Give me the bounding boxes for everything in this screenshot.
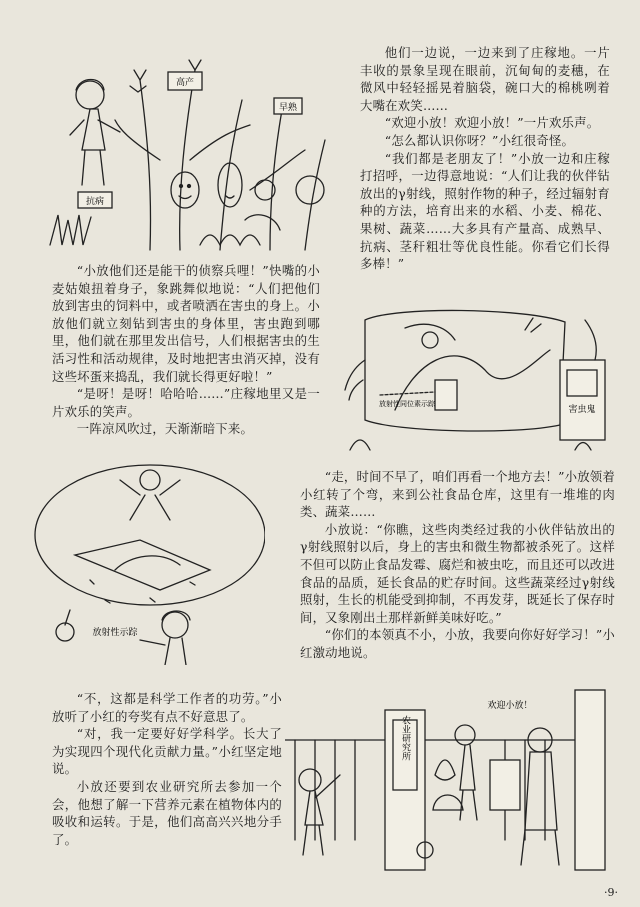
fig2-bar-label: 放射性同位素示踪	[379, 400, 435, 408]
institute-drawing	[285, 680, 615, 880]
page-number: ·9·	[604, 886, 618, 899]
fig4-speech: 欢迎小放！	[487, 701, 533, 711]
food-storage-drawing	[20, 460, 265, 665]
paragraph: “我们都是老朋友了！”小放一边和庄稼打招呼，一边得意地说：“人们让我的伙伴钻放出的γ射线，照射作物的种子，经过辐射育种的方法，培育出来的水稻、小麦、棉花、果树、蔬菜……大多具有产量高、成熟早、抗病、茎秆粗壮等优良性能。你看它们长得多棒！”	[360, 150, 610, 272]
fig2-sign-label: 害虫鬼	[568, 405, 596, 415]
text-block-middle-right	[300, 468, 615, 662]
fig1-sign1-label: 高产	[175, 78, 195, 88]
paragraph: “你们的本领真不小，小放，我要向你好好学习！”小红激动地说。	[300, 627, 615, 660]
crops-illustration	[20, 40, 350, 255]
tracking-drawing	[335, 300, 615, 455]
paragraph: “对，我一定要好好学科学。长大了为实现四个现代化贡献力量。”小红坚定地说。	[52, 726, 282, 777]
paragraph: “不，这都是科学工作者的功劳。”小放听了小红的夸奖有点不好意思了。	[52, 691, 282, 724]
fig1-sign2-label: 早熟	[278, 103, 298, 113]
paragraph: “走，时间不早了，咱们再看一个地方去！”小放领着小红转了个弯，来到公社食品仓库，这里有一堆堆的肉类、蔬菜……	[300, 469, 615, 520]
institute-illustration	[285, 680, 615, 880]
paragraph: “小放他们还是能干的侦察兵哩！”快嘴的小麦姑娘扭着身子，象跳舞似地说：“人们把他们放到害虫的饲料中，或者喷洒在害虫的身上。小放他们就立刻钻到害虫的身体里，害虫跑到哪里，他们就在那里发出信号，人们根据害虫的生活习性和活动规律，及时地把害虫消灭掉，没有这些坏蛋来捣乱，我们就长得更好啦！”	[52, 263, 320, 384]
crops-drawing	[20, 40, 350, 255]
fig1-sign3-label: 抗病	[85, 197, 105, 207]
text-block-top-left	[52, 262, 320, 438]
paragraph: “怎么都认识你呀？”小红很奇怪。	[384, 132, 575, 148]
paragraph: 小放还要到农业研究所去参加一个会，他想了解一下营养元素在植物体内的吸收和运转。于是，他们高高兴兴地分手了。	[52, 778, 282, 847]
paragraph: 小放说：“你瞧，这些肉类经过我的小伙伴钻放出的γ射线照射以后，身上的害虫和微生物都被杀死了。这样不但可以防止食品发霉、腐烂和被虫吃，而且还可以改进食品的品质，延长食品的贮存时间。这些蔬菜经过γ射线照射，生长的机能受到抑制，不再发芽，既延长了保存时间，又象刚出土那样新鲜美味好吃。”	[300, 521, 615, 625]
paragraph: “是呀！是呀！哈哈哈……”庄稼地里又是一片欢乐的笑声。	[52, 386, 320, 419]
paragraph: “欢迎小放！欢迎小放！”一片欢乐声。	[384, 115, 600, 131]
food-storage-illustration	[20, 460, 265, 665]
text-block-bottom-left	[52, 690, 282, 848]
paragraph: 一阵凉风吹过，天渐渐暗下来。	[76, 421, 254, 437]
text-block-top-right	[360, 44, 610, 273]
fig3-caption: 放射性示踪	[92, 628, 138, 638]
tracking-illustration	[335, 300, 615, 455]
fig4-gate-label: 农业研究所	[400, 715, 410, 761]
paragraph: 他们一边说，一边来到了庄稼地。一片丰收的景象呈现在眼前，沉甸甸的麦穗，在微风中轻轻摇晃着脑袋，碗口大的棉桃咧着大嘴在欢笑……	[360, 45, 610, 113]
